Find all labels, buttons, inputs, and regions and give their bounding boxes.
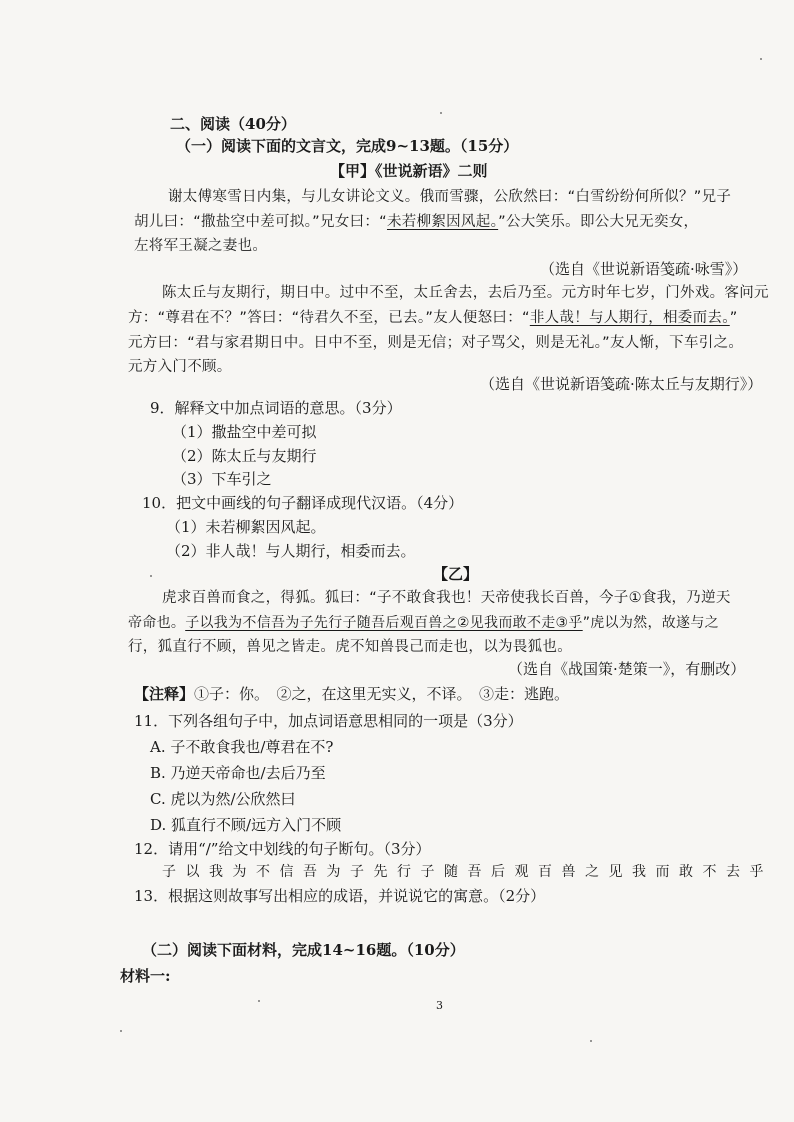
q12-title: 12．请用“/”给文中划线的句子断句。（3分） xyxy=(134,840,431,858)
yi-line2-pre: 帝命也。 xyxy=(128,615,186,631)
yi-line3: 行，狐直行不顾，兽见之皆走。虎不知兽畏己而走也，以为畏狐也。 xyxy=(128,639,572,655)
q11-title: 11．下列各组句子中，加点词语意思相同的一项是（3分） xyxy=(134,712,523,730)
q13-title: 13．根据这则故事写出相应的成语，并说说它的寓意。（2分） xyxy=(134,887,546,905)
q9-item-2: （2）陈太丘与友期行 xyxy=(172,447,317,465)
text1-line2-pre: 胡儿曰：“撒盐空中差可拟。”兄女曰：“ xyxy=(134,214,387,230)
notes-label: 【注释】 xyxy=(134,685,195,703)
text2-line1: 陈太丘与友期行，期日中。过中不至，太丘舍去，去后乃至。元方时年七岁，门外戏。客问元 xyxy=(162,285,769,301)
jia-title: 【甲】《世说新语》二则 xyxy=(330,162,488,180)
text1-line1: 谢太傅寒雪日内集，与儿女讲论文义。俄而雪骤，公欣然曰：“白雪纷纷何所似？”兄子 xyxy=(168,189,732,205)
yi-line2 xyxy=(128,613,719,633)
q11-option-b: B. 乃逆天帝命也/去后乃至 xyxy=(150,764,326,782)
q9-item-3: （3）下车引之 xyxy=(172,470,272,488)
text1-line2 xyxy=(134,212,698,232)
text2-underlined-sentence: 非人哉！与人期行，相委而去。 xyxy=(529,310,730,326)
scan-speck xyxy=(440,112,442,114)
part1-title: （一）阅读下面的文言文，完成9~13题。（15分） xyxy=(176,137,519,155)
section-title: 二、阅读（40分） xyxy=(170,115,296,133)
scan-speck xyxy=(760,58,762,60)
text2-line4: 元方入门不顾。 xyxy=(128,359,232,375)
q11-option-a: A. 子不敢食我也/尊君在不? xyxy=(150,738,334,756)
q9-item-1: （1）撒盐空中差可拟 xyxy=(172,423,317,441)
yi-line2-post: ”虎以为然，故遂与之 xyxy=(582,615,719,631)
q10-title: 10．把文中画线的句子翻译成现代汉语。（4分） xyxy=(142,494,464,512)
yi-line1: 虎求百兽而食之，得狐。狐曰：“子不敢食我也！天帝使我长百兽，今子①食我，乃逆天 xyxy=(162,590,731,606)
text2-line3: 元方曰：“君与家君期日中。日中不至，则是无信；对子骂父，则是无礼。”友人惭，下车引之。 xyxy=(128,335,744,351)
source1: （选自《世说新语笺疏·咏雪》） xyxy=(540,260,748,278)
notes-text: ①子：你。 ②之，在这里无实义，不译。 ③走：逃跑。 xyxy=(194,685,570,703)
material-label: 材料一: xyxy=(120,967,171,985)
text2-line2-post: ” xyxy=(729,310,738,326)
q11-option-d: D. 狐直行不顾/远方入门不顾 xyxy=(150,816,342,834)
q10-item-1: （1）未若柳絮因风起。 xyxy=(166,518,326,536)
scan-speck xyxy=(150,575,152,577)
text2-line2 xyxy=(128,308,738,328)
scan-speck xyxy=(590,1040,592,1042)
yi-title: 【乙】 xyxy=(433,565,479,583)
scan-speck xyxy=(258,1000,260,1002)
part2-title: （二）阅读下面材料，完成14~16题。（10分） xyxy=(142,941,465,959)
q9-title: 9．解释文中加点词语的意思。（3分） xyxy=(150,399,402,417)
text1-line3: 左将军王凝之妻也。 xyxy=(134,238,268,254)
yi-underlined-sentence: 子以我为不信吾为子先行子随吾后观百兽之②见我而敢不走③乎 xyxy=(185,615,583,631)
text2-line2-pre: 方：“尊君在不？”答曰：“待君久不至，已去。”友人便怒曰：“ xyxy=(128,310,530,326)
q11-option-c: C. 虎以为然/公欣然曰 xyxy=(150,790,296,808)
yi-source: （选自《战国策·楚策一》，有删改） xyxy=(508,660,746,678)
page-number: 3 xyxy=(436,999,443,1012)
source2: （选自《世说新语笺疏·陈太丘与友期行》） xyxy=(480,375,763,393)
q10-item-2: （2）非人哉！与人期行，相委而去。 xyxy=(166,542,416,560)
text1-underlined-sentence: 未若柳絮因风起。 xyxy=(386,214,499,230)
text1-line2-post: ”公大笑乐。即公大兄无奕女， xyxy=(498,214,699,230)
q12-sentence: 子以我为不信吾为子先行子随吾后观百兽之见我而敢不去乎 xyxy=(162,864,773,880)
scan-speck xyxy=(120,1030,122,1032)
notes xyxy=(134,684,569,704)
